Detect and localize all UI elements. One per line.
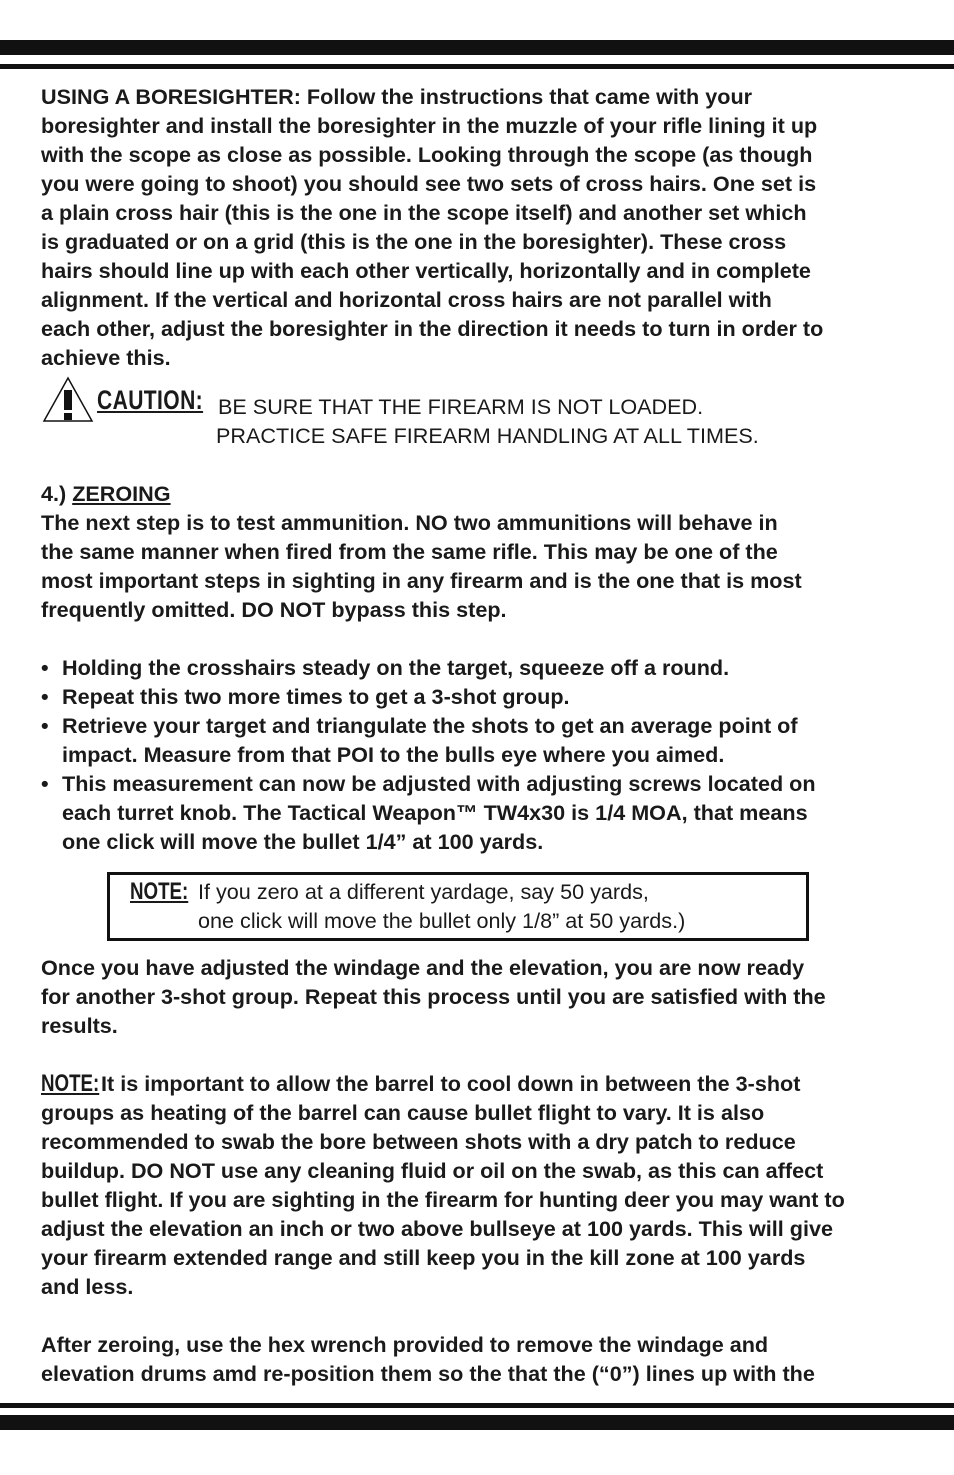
bottom-thin-rule (0, 1403, 954, 1408)
caution-line-2: PRACTICE SAFE FIREARM HANDLING AT ALL TIMES. (216, 423, 759, 448)
bullet-symbol: • (41, 771, 49, 796)
list-item-text: one click will move the bullet 1/4” at 100 yards. (62, 829, 544, 854)
list-item-text: impact. Measure from that POI to the bulls eye where you aimed. (62, 742, 725, 767)
text-line: your firearm extended range and still keep you in the kill zone at 100 yards (41, 1245, 806, 1270)
list-item (41, 682, 921, 711)
text-line: Once you have adjusted the windage and the elevation, you are now ready (41, 955, 805, 980)
text-line: After zeroing, use the hex wrench provided to remove the windage and (41, 1332, 769, 1357)
text-line: the same manner when fired from the same rifle. This may be one of the (41, 539, 778, 564)
text-line: buildup. DO NOT use any cleaning fluid or oil on the swab, as this can affect (41, 1158, 824, 1183)
caution-block (41, 385, 921, 450)
text-line: bullet flight. If you are sighting in the firearm for hunting deer you may want to (41, 1187, 845, 1212)
caution-line-1: BE SURE THAT THE FIREARM IS NOT LOADED. (218, 394, 704, 419)
zeroing-intro (41, 508, 921, 624)
text-line: USING A BORESIGHTER: Follow the instructions that came with your (41, 84, 753, 109)
bullet-symbol: • (41, 713, 49, 738)
text-line: elevation drums amd re-position them so the that the (“0”) lines up with the (41, 1361, 815, 1386)
cooling-note-paragraph (41, 1069, 921, 1301)
note-text: It is important to allow the barrel to cool down in between the 3-shot (101, 1071, 801, 1096)
manual-page-content (41, 82, 921, 1388)
note-line-1: If you zero at a different yardage, say 50 yards, (198, 879, 649, 904)
section-number: 4.) (41, 481, 67, 506)
text-line: you were going to shoot) you should see two sets of cross hairs. One set is (41, 171, 817, 196)
list-item (41, 711, 921, 769)
text-line: boresighter and install the boresighter in the muzzle of your rifle lining it up (41, 113, 818, 138)
text-line: results. (41, 1013, 118, 1038)
section-heading (41, 479, 921, 508)
list-item-text: This measurement can now be adjusted with adjusting screws located on (62, 771, 816, 796)
list-item-text: each turret knob. The Tactical Weapon™ TW4x30 is 1/4 MOA, that means (62, 800, 808, 825)
section-title: ZEROING (72, 481, 171, 506)
text-line: and less. (41, 1274, 134, 1299)
list-item (41, 653, 921, 682)
after-zeroing-paragraph (41, 1330, 921, 1388)
text-line: frequently omitted. DO NOT bypass this step. (41, 597, 507, 622)
text-line: with the scope as close as possible. Looking through the scope (as though (41, 142, 813, 167)
list-item (41, 769, 921, 856)
bottom-thick-rule (0, 1415, 954, 1430)
text-line: achieve this. (41, 345, 171, 370)
text-line: groups as heating of the barrel can cause bullet flight to vary. It is also (41, 1100, 765, 1125)
text-line: hairs should line up with each other vertically, horizontally and in complete (41, 258, 811, 283)
after-note-paragraph (41, 953, 921, 1040)
caution-label: CAUTION: (97, 385, 204, 415)
bullet-symbol: • (41, 684, 49, 709)
text-line: a plain cross hair (this is the one in the scope itself) and another set which (41, 200, 807, 225)
top-thick-rule (0, 40, 954, 55)
zeroing-steps-list (41, 653, 921, 856)
list-item-text: Retrieve your target and triangulate the shots to get an average point of (62, 713, 798, 738)
list-item-text: Repeat this two more times to get a 3-shot group. (62, 684, 570, 709)
text-line: for another 3-shot group. Repeat this process until you are satisfied with the (41, 984, 826, 1009)
warning-triangle-icon (42, 376, 94, 423)
boresighter-paragraph (41, 82, 921, 372)
text-line (41, 1069, 921, 1098)
text-line: recommended to swab the bore between shots with a dry patch to reduce (41, 1129, 796, 1154)
text-line: adjust the elevation an inch or two above bullseye at 100 yards. This will give (41, 1216, 834, 1241)
top-thin-rule (0, 64, 954, 69)
note-line-2: one click will move the bullet only 1/8” at 50 yards.) (198, 908, 686, 933)
text-line: is graduated or on a grid (this is the one in the boresighter). These cross (41, 229, 787, 254)
note-label: NOTE: (130, 878, 189, 905)
text-line: each other, adjust the boresighter in the direction it needs to turn in order to (41, 316, 824, 341)
list-item-text: Holding the crosshairs steady on the target, squeeze off a round. (62, 655, 730, 680)
note-box (107, 872, 809, 941)
text-line: The next step is to test ammunition. NO two ammunitions will behave in (41, 510, 778, 535)
text-line: most important steps in sighting in any firearm and is the one that is most (41, 568, 802, 593)
note-label: NOTE: (41, 1070, 100, 1097)
bullet-symbol: • (41, 655, 49, 680)
text-line: alignment. If the vertical and horizontal cross hairs are not parallel with (41, 287, 772, 312)
